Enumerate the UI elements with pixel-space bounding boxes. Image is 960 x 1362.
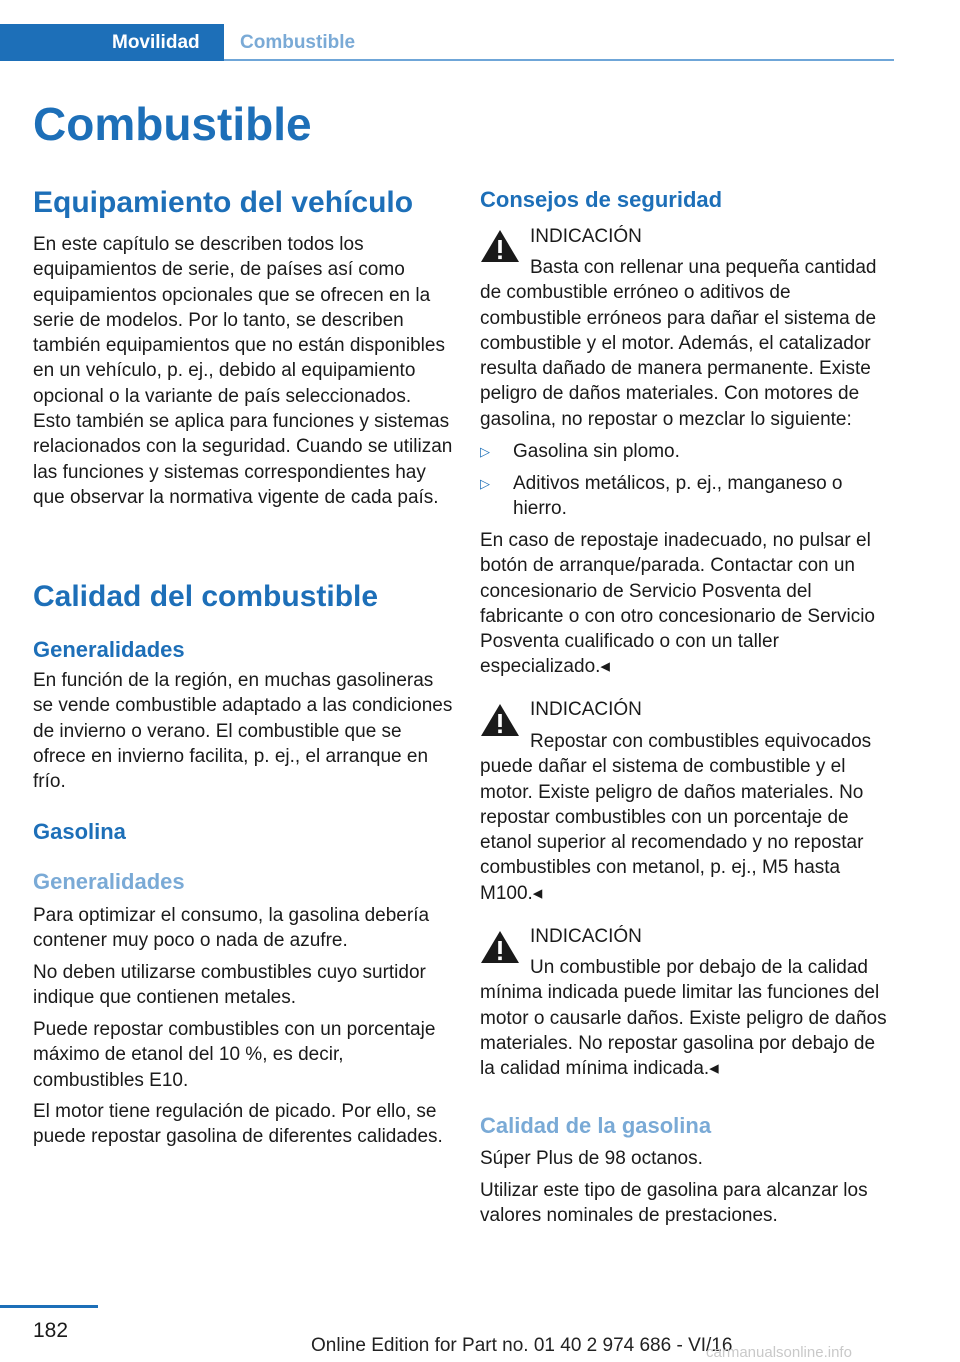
heading-equipamiento: Equipamiento del vehículo bbox=[33, 186, 414, 219]
header-tab-movilidad: Movilidad bbox=[0, 24, 224, 61]
warning-text-1 bbox=[480, 255, 894, 432]
warning-text-1-body: Basta con rellenar una pequeña cantidad de combustible erróneo o aditivos de combustible erróneos para dañar el sistema de combustible y el motor. Además, el catalizador resulta dañado de manera permanente. Existe peligro de daños materiales. Con motores de gasolina, no repostar o mezclar lo siguiente: bbox=[480, 257, 877, 430]
warning-label: INDICACIÓN bbox=[530, 699, 642, 720]
paragraph-generalidades: En función de la región, en muchas gasolineras se vende combustible adaptado a las condiciones de invierno o verano. El combustible que se ofrece en invierno facilita, p. ej., el arranque en frío. bbox=[33, 670, 453, 793]
warning-text-2 bbox=[480, 729, 894, 906]
running-header bbox=[0, 24, 894, 62]
paragraph-etanol: Puede repostar combustibles con un porcentaje máximo de etanol del 10 %, es decir, combustibles E10. bbox=[33, 1019, 436, 1091]
header-tab-combustible: Combustible bbox=[240, 32, 356, 53]
heading-generalidades: Generalidades bbox=[33, 637, 185, 662]
paragraph-equipamiento: En este capítulo se describen todos los equipamientos de serie, de países así como equipamientos opcionales que se ofrecen en la serie de modelos. Por lo tanto, se describen también equipamientos que no están disponibles en un vehículo, p. ej., debido al equipamiento opcional o la variante de país seleccionados. Esto también se aplica para funciones y sistemas relacionados con la seguridad. Cuando se utilizan las funciones y sistemas correspondientes hay que observar la normativa vigente de cada país. bbox=[33, 234, 453, 508]
heading-gasolina: Gasolina bbox=[33, 819, 126, 844]
list-item bbox=[480, 471, 894, 523]
footer-divider bbox=[0, 1305, 98, 1308]
warning-label: INDICACIÓN bbox=[530, 926, 642, 947]
heading-consejos-seguridad: Consejos de seguridad bbox=[480, 187, 723, 212]
page-number: 182 bbox=[33, 1319, 69, 1342]
heading-generalidades-gasolina: Generalidades bbox=[33, 869, 185, 894]
list-item bbox=[480, 439, 894, 465]
warning-label: INDICACIÓN bbox=[530, 226, 642, 247]
paragraph-picado: El motor tiene regulación de picado. Por ello, se puede repostar gasolina de diferentes calidades. bbox=[33, 1101, 443, 1148]
bullet-triangle-icon: ▷ bbox=[480, 444, 490, 459]
warning-text-3-body: Un combustible por debajo de la calidad mínima indicada puede limitar las funciones del motor o causarle daños. Existe peligro de daños materiales. No repostar gasolina por debajo de la calidad mínima indicada.◂ bbox=[480, 957, 887, 1080]
paragraph-super-plus: Súper Plus de 98 octanos. bbox=[480, 1148, 703, 1169]
warning-text-2-body: Repostar con combustibles equivocados puede dañar el sistema de combustible y el motor. Existe peligro de daños materiales. No repostar combustibles con un porcentaje de etanol superior al recomendado y no repostar combustibles con metanol, p. ej., M5 hasta M100.◂ bbox=[480, 731, 872, 904]
footer-edition: Online Edition for Part no. 01 40 2 974 686 - VI/16 bbox=[311, 1335, 733, 1356]
list-item-text: Aditivos metálicos, p. ej., manganeso o hierro. bbox=[513, 473, 843, 520]
paragraph-repostaje-inadecuado: En caso de repostaje inadecuado, no pulsar el botón de arranque/parada. Contactar con un concesionario de Servicio Posventa del fabricante o con otro concesionario de Servicio Posventa cualificado o con un taller especializado.◂ bbox=[480, 530, 876, 678]
bullet-triangle-icon: ▷ bbox=[480, 476, 490, 491]
heading-calidad-combustible: Calidad del combustible bbox=[33, 580, 379, 613]
paragraph-utilizar: Utilizar este tipo de gasolina para alcanzar los valores nominales de prestaciones. bbox=[480, 1180, 868, 1227]
watermark: carmanualsonline.info bbox=[706, 1344, 852, 1361]
paragraph-azufre: Para optimizar el consumo, la gasolina debería contener muy poco o nada de azufre. bbox=[33, 905, 430, 952]
warning-text-3 bbox=[480, 955, 894, 1081]
list-item-text: Gasolina sin plomo. bbox=[513, 441, 680, 462]
chapter-title: Combustible bbox=[33, 98, 312, 150]
paragraph-metales: No deben utilizarse combustibles cuyo surtidor indique que contienen metales. bbox=[33, 962, 426, 1009]
heading-calidad-gasolina: Calidad de la gasolina bbox=[480, 1113, 712, 1138]
header-divider bbox=[224, 59, 894, 61]
